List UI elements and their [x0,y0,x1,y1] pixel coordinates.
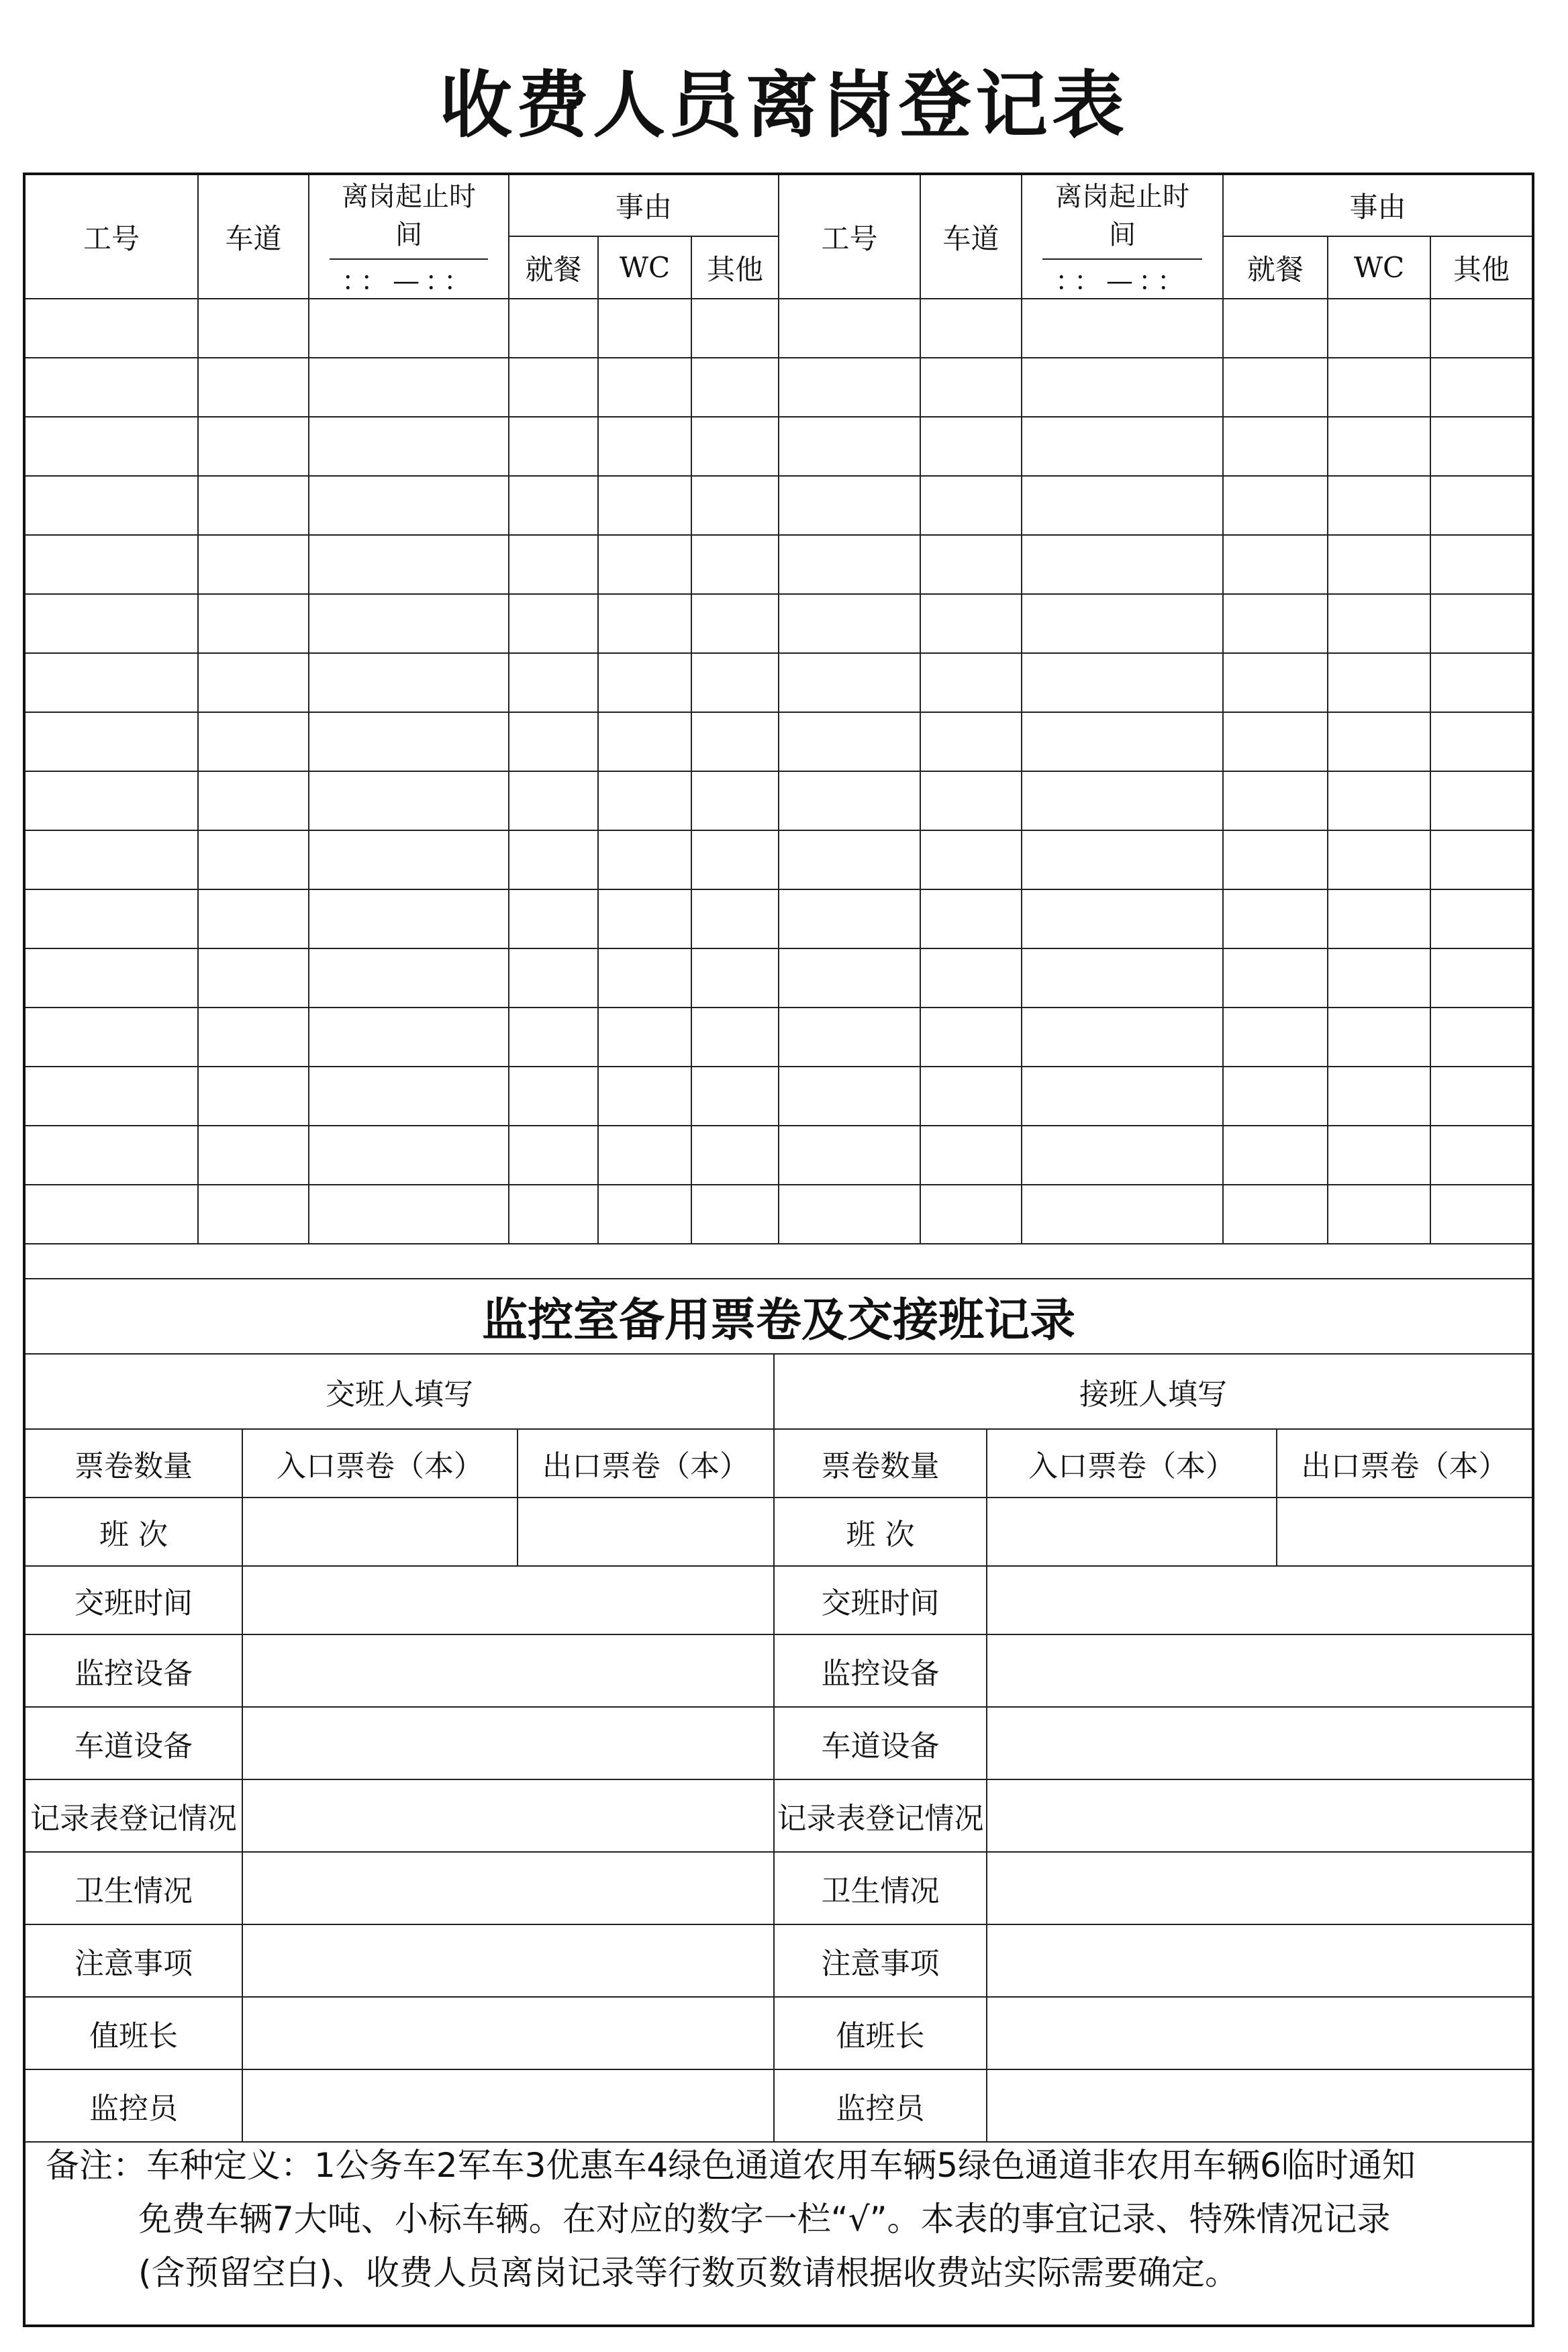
other-cell[interactable] [1430,653,1532,712]
staff-id-cell[interactable] [26,948,198,1008]
staff-id-cell[interactable] [26,535,198,594]
meal-cell[interactable] [509,889,598,948]
leave-time-cell[interactable] [1022,1126,1223,1185]
staff-id-cell[interactable] [779,771,920,830]
other-cell[interactable] [691,1067,779,1126]
hygiene-label: 卫生情况 [774,1852,987,1924]
other-cell[interactable] [691,299,779,358]
leave-time-cell[interactable] [309,948,509,1008]
staff-id-cell[interactable] [779,476,920,535]
notes-label: 注意事项 [26,1924,242,1997]
lane-cell[interactable] [920,417,1022,476]
leave-time-cell[interactable] [1022,299,1223,358]
meal-cell[interactable] [509,358,598,417]
leave-time-cell[interactable] [309,476,509,535]
lane-equipment-label: 车道设备 [774,1707,987,1779]
wc-cell[interactable] [598,771,691,830]
wc-cell[interactable] [1328,476,1430,535]
wc-cell[interactable] [598,594,691,653]
other-cell[interactable] [691,358,779,417]
shift-leader-label: 值班长 [26,1997,242,2069]
other-cell[interactable] [691,535,779,594]
remarks-line-3: (含预留空白)、收费人员离岗记录等行数页数请根据收费站实际需要确定。 [138,2253,1239,2292]
leave-time-cell[interactable] [1022,358,1223,417]
wc-cell[interactable] [1328,653,1430,712]
meal-cell[interactable] [1223,1067,1328,1126]
leave-time-cell[interactable] [1022,771,1223,830]
staff-id-cell[interactable] [779,1008,920,1067]
ticket-qty-label: 票卷数量 [774,1429,987,1498]
table-row [26,1126,1532,1185]
wc-cell[interactable] [1328,830,1430,889]
table-row [26,1008,1532,1067]
table-row [26,771,1532,830]
lane-cell[interactable] [198,948,309,1008]
notes-label: 注意事项 [774,1924,987,1997]
other-cell[interactable] [1430,1185,1532,1244]
wc-cell[interactable] [1328,1126,1430,1185]
lane-cell[interactable] [920,889,1022,948]
meal-cell[interactable] [509,653,598,712]
wc-cell[interactable] [1328,358,1430,417]
staff-id-cell[interactable] [779,830,920,889]
hygiene-label: 卫生情况 [26,1852,242,1924]
wc-cell[interactable] [1328,417,1430,476]
staff-id-cell[interactable] [26,358,198,417]
header-staff-id: 工号 [26,175,198,299]
wc-cell[interactable] [1328,1067,1430,1126]
lane-cell[interactable] [920,948,1022,1008]
lane-cell[interactable] [198,1185,309,1244]
meal-cell[interactable] [509,1067,598,1126]
other-cell[interactable] [1430,417,1532,476]
log-registration-field[interactable] [987,1779,1532,1852]
lane-equipment-field[interactable] [242,1707,774,1779]
table-row [26,594,1532,653]
lane-cell[interactable] [198,594,309,653]
wc-cell[interactable] [598,476,691,535]
other-cell[interactable] [1430,299,1532,358]
header-reason: 事由 [1223,175,1532,236]
wc-cell[interactable] [1328,1008,1430,1067]
monitor-handover-table [26,1278,1532,2143]
notes-field[interactable] [242,1924,774,1997]
meal-cell[interactable] [509,712,598,771]
entry-ticket-field[interactable] [242,1498,518,1566]
other-cell[interactable] [691,476,779,535]
leave-time-cell[interactable] [309,1067,509,1126]
other-cell[interactable] [691,948,779,1008]
notes-field[interactable] [987,1924,1532,1997]
other-cell[interactable] [691,417,779,476]
lane-cell[interactable] [198,889,309,948]
remarks-note [46,2139,1516,2300]
staff-id-cell[interactable] [26,417,198,476]
header-wc: WC [1328,236,1430,299]
leave-time-cell[interactable] [309,535,509,594]
log-registration-label: 记录表登记情况 [26,1779,242,1852]
wc-cell[interactable] [598,1067,691,1126]
meal-cell[interactable] [509,948,598,1008]
ticket-qty-label: 票卷数量 [26,1429,242,1498]
wc-cell[interactable] [598,358,691,417]
staff-id-cell[interactable] [26,771,198,830]
lane-cell[interactable] [198,771,309,830]
handover-time-label: 交班时间 [774,1566,987,1634]
table-row [26,417,1532,476]
staff-id-cell[interactable] [779,712,920,771]
table-row [26,830,1532,889]
leave-time-cell[interactable] [1022,594,1223,653]
header-lane: 车道 [198,175,309,299]
header-meal: 就餐 [1223,236,1328,299]
meal-cell[interactable] [1223,712,1328,771]
meal-cell[interactable] [1223,948,1328,1008]
leave-time-cell[interactable] [309,358,509,417]
leave-time-cell[interactable] [1022,1185,1223,1244]
lane-cell[interactable] [920,1008,1022,1067]
staff-id-cell[interactable] [779,535,920,594]
lane-cell[interactable] [920,476,1022,535]
staff-id-cell[interactable] [779,948,920,1008]
exit-ticket-field[interactable] [1277,1498,1532,1566]
meal-cell[interactable] [509,1126,598,1185]
table-row [26,358,1532,417]
handover-time-label: 交班时间 [26,1566,242,1634]
lane-cell[interactable] [198,535,309,594]
leave-time-cell[interactable] [1022,476,1223,535]
hygiene-field[interactable] [242,1852,774,1924]
meal-cell[interactable] [1223,417,1328,476]
wc-cell[interactable] [598,1185,691,1244]
lane-equipment-label: 车道设备 [26,1707,242,1779]
meal-cell[interactable] [1223,1126,1328,1185]
table-row [26,889,1532,948]
other-cell[interactable] [691,830,779,889]
header-wc: WC [598,236,691,299]
meal-cell[interactable] [1223,830,1328,889]
other-cell[interactable] [1430,594,1532,653]
time-format: ：：—：： [342,266,476,297]
monitor-equipment-label: 监控设备 [774,1634,987,1707]
staff-id-cell[interactable] [779,358,920,417]
wc-cell[interactable] [598,948,691,1008]
leave-time-cell[interactable] [1022,1067,1223,1126]
meal-cell[interactable] [509,1185,598,1244]
staff-id-cell[interactable] [26,712,198,771]
other-cell[interactable] [1430,1126,1532,1185]
leave-time-cell[interactable] [309,653,509,712]
lane-cell[interactable] [920,1126,1022,1185]
leave-time-cell[interactable] [309,712,509,771]
leave-time-cell[interactable] [309,1126,509,1185]
remarks-line-2: 免费车辆7大吨、小标车辆。在对应的数字一栏“√”。本表的事宜记录、特殊情况记录 [138,2200,1391,2239]
exit-ticket-field[interactable] [518,1498,774,1566]
leave-time-cell[interactable] [1022,948,1223,1008]
header-meal: 就餐 [509,236,598,299]
other-cell[interactable] [691,1008,779,1067]
lane-cell[interactable] [198,1008,309,1067]
wc-cell[interactable] [1328,1185,1430,1244]
other-cell[interactable] [1430,358,1532,417]
meal-cell[interactable] [509,830,598,889]
staff-id-cell[interactable] [779,299,920,358]
leave-time-cell[interactable] [1022,712,1223,771]
meal-cell[interactable] [1223,535,1328,594]
staff-id-cell[interactable] [779,1185,920,1244]
page-title: 收费人员离岗登记表 [439,64,1128,148]
table-row [26,535,1532,594]
meal-cell[interactable] [1223,889,1328,948]
leave-time-cell[interactable] [309,594,509,653]
meal-cell[interactable] [1223,358,1328,417]
other-cell[interactable] [691,1126,779,1185]
meal-cell[interactable] [1223,594,1328,653]
header-leave-time-label: 离岗起止时间 [330,175,488,260]
other-cell[interactable] [691,771,779,830]
meal-cell[interactable] [1223,1008,1328,1067]
lane-cell[interactable] [198,712,309,771]
meal-cell[interactable] [509,417,598,476]
wc-cell[interactable] [598,712,691,771]
meal-cell[interactable] [1223,299,1328,358]
header-leave-time-label: 离岗起止时间 [1042,175,1202,260]
staff-id-cell[interactable] [26,1126,198,1185]
lane-cell[interactable] [198,417,309,476]
header-leave-time [1022,175,1223,299]
meal-cell[interactable] [509,1008,598,1067]
handover-time-field[interactable] [242,1566,774,1634]
other-cell[interactable] [1430,535,1532,594]
lane-cell[interactable] [198,299,309,358]
wc-cell[interactable] [598,1126,691,1185]
leave-time-cell[interactable] [309,889,509,948]
lane-cell[interactable] [920,358,1022,417]
meal-cell[interactable] [509,594,598,653]
lane-cell[interactable] [920,299,1022,358]
staff-id-cell[interactable] [26,653,198,712]
lane-cell[interactable] [198,830,309,889]
leave-time-cell[interactable] [1022,535,1223,594]
staff-id-cell[interactable] [26,1008,198,1067]
handover-time-field[interactable] [987,1566,1532,1634]
monitor-equipment-field[interactable] [987,1634,1532,1707]
handover-label: 交班人填写 [26,1354,774,1429]
leave-time-cell[interactable] [1022,653,1223,712]
wc-cell[interactable] [1328,299,1430,358]
header-other: 其他 [1430,236,1532,299]
meal-cell[interactable] [509,299,598,358]
header-other: 其他 [691,236,779,299]
other-cell[interactable] [1430,712,1532,771]
wc-cell[interactable] [1328,889,1430,948]
time-format: ：：—：： [1055,266,1189,297]
meal-cell[interactable] [1223,476,1328,535]
monitor-operator-label: 监控员 [26,2069,242,2142]
other-cell[interactable] [1430,830,1532,889]
lane-cell[interactable] [920,771,1022,830]
staff-id-cell[interactable] [779,417,920,476]
leave-time-cell[interactable] [309,417,509,476]
other-cell[interactable] [691,594,779,653]
table-row [26,1185,1532,1244]
shift-label: 班 次 [774,1498,987,1566]
lane-cell[interactable] [920,653,1022,712]
log-registration-label: 记录表登记情况 [774,1779,987,1852]
staff-id-cell[interactable] [26,889,198,948]
monitor-equipment-field[interactable] [242,1634,774,1707]
takeover-label: 接班人填写 [774,1354,1532,1429]
lane-cell[interactable] [920,535,1022,594]
wc-cell[interactable] [598,653,691,712]
log-registration-field[interactable] [242,1779,774,1852]
monitor-section-title: 监控室备用票卷及交接班记录 [26,1279,1532,1354]
exit-ticket-label: 出口票卷（本） [518,1429,774,1498]
other-cell[interactable] [1430,948,1532,1008]
staff-id-cell[interactable] [26,476,198,535]
leave-register-table [26,175,1532,1244]
other-cell[interactable] [691,1185,779,1244]
exit-ticket-label: 出口票卷（本） [1277,1429,1532,1498]
hygiene-field[interactable] [987,1852,1532,1924]
form-frame [23,173,1534,2327]
lane-equipment-field[interactable] [987,1707,1532,1779]
leave-time-cell[interactable] [1022,1008,1223,1067]
leave-time-cell[interactable] [309,830,509,889]
leave-time-cell[interactable] [1022,889,1223,948]
meal-cell[interactable] [1223,653,1328,712]
leave-time-cell[interactable] [1022,417,1223,476]
monitor-operator-field[interactable] [242,2069,774,2142]
lane-cell[interactable] [920,712,1022,771]
staff-id-cell[interactable] [779,889,920,948]
wc-cell[interactable] [1328,594,1430,653]
monitor-operator-field[interactable] [987,2069,1532,2142]
meal-cell[interactable] [509,535,598,594]
shift-leader-field[interactable] [987,1997,1532,2069]
leave-time-cell[interactable] [309,771,509,830]
shift-leader-field[interactable] [242,1997,774,2069]
entry-ticket-field[interactable] [987,1498,1277,1566]
table-row [26,712,1532,771]
staff-id-cell[interactable] [779,1067,920,1126]
meal-cell[interactable] [509,476,598,535]
staff-id-cell[interactable] [26,299,198,358]
leave-time-cell[interactable] [309,299,509,358]
monitor-equipment-label: 监控设备 [26,1634,242,1707]
remarks-line-1: 备注：车种定义：1公务车2军车3优惠车4绿色通道农用车辆5绿色通道非农用车辆6临时通知 [46,2146,1416,2185]
header-staff-id: 工号 [779,175,920,299]
lane-cell[interactable] [920,594,1022,653]
header-leave-time [309,175,509,299]
entry-ticket-label: 入口票卷（本） [987,1429,1277,1498]
leave-time-cell[interactable] [309,1008,509,1067]
other-cell[interactable] [1430,1067,1532,1126]
wc-cell[interactable] [598,1008,691,1067]
wc-cell[interactable] [598,889,691,948]
lane-cell[interactable] [198,358,309,417]
meal-cell[interactable] [1223,1185,1328,1244]
header-reason: 事由 [509,175,779,236]
staff-id-cell[interactable] [779,653,920,712]
other-cell[interactable] [691,653,779,712]
wc-cell[interactable] [598,830,691,889]
wc-cell[interactable] [1328,712,1430,771]
table-row [26,1067,1532,1126]
lane-cell[interactable] [198,1126,309,1185]
blank-rows [26,299,1532,1244]
wc-cell[interactable] [598,299,691,358]
staff-id-cell[interactable] [26,1067,198,1126]
staff-id-cell[interactable] [26,594,198,653]
shift-label: 班 次 [26,1498,242,1566]
monitor-operator-label: 监控员 [774,2069,987,2142]
lane-cell[interactable] [198,476,309,535]
other-cell[interactable] [691,712,779,771]
other-cell[interactable] [1430,889,1532,948]
table-row [26,653,1532,712]
staff-id-cell[interactable] [779,1126,920,1185]
meal-cell[interactable] [1223,771,1328,830]
staff-id-cell[interactable] [779,594,920,653]
staff-id-cell[interactable] [26,830,198,889]
lane-cell[interactable] [198,653,309,712]
entry-ticket-label: 入口票卷（本） [242,1429,518,1498]
table-row [26,476,1532,535]
leave-time-cell[interactable] [309,1185,509,1244]
table-row [26,948,1532,1008]
wc-cell[interactable] [598,535,691,594]
other-cell[interactable] [1430,1008,1532,1067]
wc-cell[interactable] [598,417,691,476]
other-cell[interactable] [1430,771,1532,830]
other-cell[interactable] [691,889,779,948]
lane-cell[interactable] [198,1067,309,1126]
wc-cell[interactable] [1328,535,1430,594]
lane-cell[interactable] [920,1067,1022,1126]
lane-cell[interactable] [920,830,1022,889]
wc-cell[interactable] [1328,948,1430,1008]
table-row [26,299,1532,358]
header-lane: 车道 [920,175,1022,299]
shift-leader-label: 值班长 [774,1997,987,2069]
leave-time-cell[interactable] [1022,830,1223,889]
wc-cell[interactable] [1328,771,1430,830]
other-cell[interactable] [1430,476,1532,535]
meal-cell[interactable] [509,771,598,830]
lane-cell[interactable] [920,1185,1022,1244]
staff-id-cell[interactable] [26,1185,198,1244]
